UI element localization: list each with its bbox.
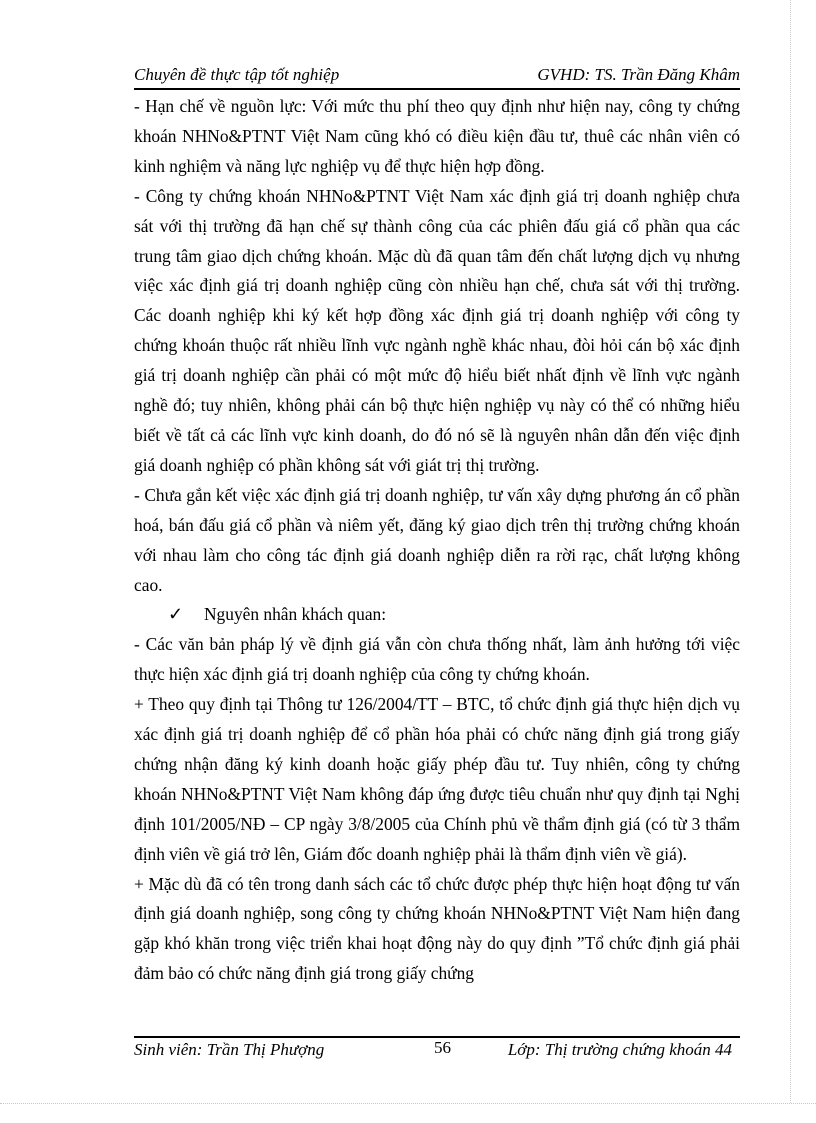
header-rule	[134, 88, 740, 90]
page-boundary-bottom	[0, 1103, 816, 1104]
paragraph-circular-126: + Theo quy định tại Thông tư 126/2004/TT – BTC, tổ chức định giá thực hiện dịch vụ xác định giá trị doanh nghiệp để cổ phần hóa phải có chức năng định giá trong giấy chứng nhận đăng ký kinh doanh hoặc giấy phép đầu tư. Tuy nhiên, công ty chứng khoán NHNo&PTNT Việt Nam không đáp ứng được tiêu chuẩn như quy định tại Nghị định 101/2005/NĐ – CP ngày 3/8/2005 của Chính phủ về thẩm định giá (có từ 3 thẩm định viên về giá trở lên, Giám đốc doanh nghiệp phải là thẩm định viên về giá).	[134, 694, 740, 864]
header-right-advisor: GVHD: TS. Trần Đăng Khâm	[537, 65, 740, 84]
paragraph-valuation-accuracy: - Công ty chứng khoán NHNo&PTNT Việt Nam xác định giá trị doanh nghiệp chưa sát với thị trường đã hạn chế sự thành công của các phiên đấu giá cổ phần qua các trung tâm giao dịch chứng khoán. Mặc dù đã quan tâm đến chất lượng dịch vụ nhưng việc xác định giá trị doanh nghiệp cũng còn nhiều hạn chế, chưa sát với thị trường. Các doanh nghiệp khi ký kết hợp đồng xác định giá trị doanh nghiệp với công ty chứng khoán thuộc rất nhiều lĩnh vực ngành nghề khác nhau, đòi hỏi cán bộ xác định giá trị doanh nghiệp cần phải có một mức độ hiểu biết nhất định về lĩnh vực ngành nghề đó; tuy nhiên, không phải cán bộ thực hiện nghiệp vụ này có thể có những hiểu biết về tất cả các lĩnh vực kinh doanh, do đó nó sẽ là nguyên nhân dẫn đến việc định giá doanh nghiệp có phần không sát với giát trị thị trường.	[134, 185, 740, 475]
page-header	[134, 64, 740, 86]
page-footer	[134, 1039, 740, 1061]
objective-causes-label: Nguyên nhân khách quan:	[204, 604, 387, 625]
footer-class: Lớp: Thị trường chứng khoán 44	[507, 1040, 732, 1059]
footer-student: Sinh viên: Trần Thị Phượng	[134, 1040, 325, 1059]
objective-causes-heading	[134, 600, 740, 630]
paragraph-resource-limits: - Hạn chế về nguồn lực: Với mức thu phí theo quy định như hiện nay, công ty chứng khoán NHNo&PTNT Việt Nam cũng khó có điều kiện đầu tư, thuê các nhân viên có kinh nghiệm và năng lực nghiệp vụ để thực hiện hợp đồng.	[134, 96, 740, 176]
paragraph-licensing-difficulty: + Mặc dù đã có tên trong danh sách các tổ chức được phép thực hiện hoạt động tư vấn định giá doanh nghiệp, song công ty chứng khoán NHNo&PTNT Việt Nam hiện đang gặp khó khăn trong việc triển khai hoạt động này do quy định ”Tổ chức định giá phải đảm bảo có chức năng định giá trong giấy chứng	[134, 873, 740, 984]
paragraph-lack-of-integration: - Chưa gắn kết việc xác định giá trị doanh nghiệp, tư vấn xây dựng phương án cổ phần hoá, bán đấu giá cổ phần và niêm yết, đăng ký giao dịch trên thị trường chứng khoán với nhau làm cho công tác định giá doanh nghiệp diễn ra rời rạc, chất lượng không cao.	[134, 484, 740, 595]
page-boundary-right	[790, 0, 791, 1103]
header-left-title: Chuyên đề thực tập tốt nghiệp	[134, 65, 340, 84]
page-body	[134, 92, 740, 989]
checkmark-icon: ✓	[168, 604, 184, 625]
paragraph-legal-documents: - Các văn bản pháp lý về định giá vẫn còn chưa thống nhất, làm ảnh hưởng tới việc thực hiện xác định giá trị doanh nghiệp của công ty chứng khoán.	[134, 634, 740, 685]
page-number: 56	[434, 1038, 451, 1057]
